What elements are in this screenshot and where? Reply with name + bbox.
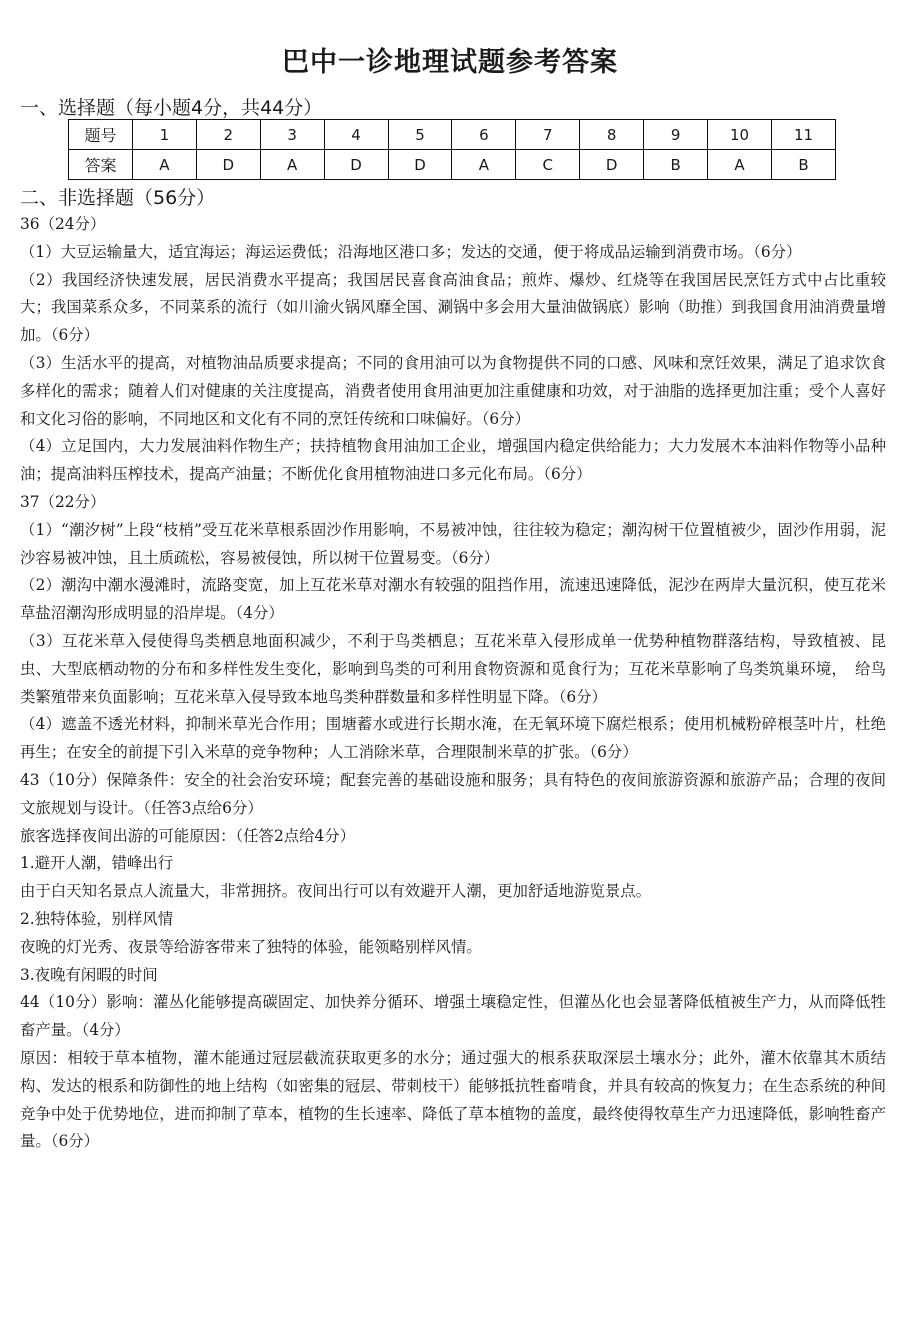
question-number-cell: 1 (132, 120, 196, 150)
answer-cell: D (196, 150, 260, 180)
question-number-cell: 9 (644, 120, 708, 150)
question-number-cell: 3 (260, 120, 324, 150)
answer-paragraph: （3）生活水平的提高，对植物油品质要求提高；不同的食用油可以为食物提供不同的口感、风味和烹饪效果，满足了追求饮食多样化的需求；随着人们对健康的关注度提高，消费者使用食用油更加注重健康和功效，对于油脂的选择更加注重；受个人喜好和文化习俗的影响，不同地区和文化有不同的烹饪传统和口味偏好。（6分） (20, 353, 886, 428)
answer-key-table (68, 119, 836, 180)
answer-cell: D (580, 150, 644, 180)
answer-body (20, 211, 886, 1156)
question-number-cell: 7 (516, 120, 580, 150)
question-number-cell: 5 (388, 120, 452, 150)
answer-cell: A (260, 150, 324, 180)
answer-paragraph: （2）我国经济快速发展，居民消费水平提高；我国居民喜食高油食品；煎炸、爆炒、红烧等在我国居民烹饪方式中占比重较大；我国菜系众多，不同菜系的流行（如川渝火锅风靡全国、涮锅中多会用大量油做锅底）影响（助推）到我国食用油消费量增加。（6分） (20, 270, 886, 345)
row-label-answer: 答案 (69, 150, 133, 180)
answer-cell: A (452, 150, 516, 180)
answer-paragraph: （4）立足国内，大力发展油料作物生产；扶持植物食用油加工企业，增强国内稳定供给能力；大力发展木本油料作物等小品种油；提高油料压榨技术，提高产油量；不断优化食用植物油进口多元化布局。（6分） (20, 437, 886, 484)
answer-paragraph: （1）大豆运输量大，适宜海运；海运运费低；沿海地区港口多；发达的交通，便于将成品运输到消费市场。（6分） (20, 242, 802, 261)
question-number-cell: 4 (324, 120, 388, 150)
question-number-cell: 6 (452, 120, 516, 150)
answer-cell: D (388, 150, 452, 180)
answer-cell: A (132, 150, 196, 180)
answer-cell: A (708, 150, 772, 180)
answer-paragraph: 1.避开人潮，错峰出行 (20, 854, 174, 873)
answer-cell: C (516, 150, 580, 180)
answer-paragraph: 3.夜晚有闲暇的时间 (20, 965, 158, 984)
question-36-header: 36（24分） (20, 215, 106, 233)
question-number-cell: 11 (771, 120, 835, 150)
answer-paragraph: 夜晚的灯光秀、夜景等给游客带来了独特的体验，能领略别样风情。 (20, 937, 482, 956)
answer-paragraph: 由于白天知名景点人流量大，非常拥挤。夜间出行可以有效避开人潮，更加舒适地游览景点。 (20, 882, 652, 901)
question-43-answer: 43（10分）保障条件：安全的社会治安环境；配套完善的基础设施和服务；具有特色的夜间旅游资源和旅游产品；合理的夜间文旅规划与设计。（任答3点给6分） (20, 770, 886, 817)
section-2-heading: 二、非选择题（56分） (20, 187, 216, 209)
answer-cell: B (771, 150, 835, 180)
answer-paragraph: （2）潮沟中潮水漫滩时，流路变宽，加上互花米草对潮水有较强的阻挡作用，流速迅速降低，泥沙在两岸大量沉积，使互花米草盐沼潮沟形成明显的沿岸堤。（4分） (20, 576, 886, 623)
question-number-cell: 8 (580, 120, 644, 150)
answer-cell: D (324, 150, 388, 180)
section-1-heading: 一、选择题（每小题4分，共44分） (20, 97, 323, 119)
answer-paragraph: （1）“潮汐树”上段“枝梢”受互花米草根系固沙作用影响，不易被冲蚀，往往较为稳定；潮沟树干位置植被少，固沙作用弱，泥沙容易被冲蚀，且土质疏松，容易被侵蚀，所以树干位置易变。（6分） (20, 520, 886, 567)
question-number-row (69, 120, 836, 150)
question-37-header: 37（22分） (20, 492, 106, 511)
answer-paragraph: 旅客选择夜间出游的可能原因：（任答2点给4分） (20, 826, 356, 845)
question-number-cell: 2 (196, 120, 260, 150)
question-44-answer: 44（10分）影响：灌丛化能够提高碳固定、加快养分循环、增强土壤稳定性，但灌丛化也会显著降低植被生产力，从而降低牲畜产量。（4分） (20, 993, 886, 1040)
row-label-question-number: 题号 (69, 120, 133, 150)
page-title: 巴中一诊地理试题参考答案 (282, 47, 618, 78)
answer-row (69, 150, 836, 180)
answer-cell: B (644, 150, 708, 180)
answer-paragraph: 原因：相较于草本植物，灌木能通过冠层截流获取更多的水分；通过强大的根系获取深层土壤水分；此外，灌木依靠其木质结构、发达的根系和防御性的地上结构（如密集的冠层、带刺枝干）能够抵抗牲畜啃食，并具有较高的恢复力；在生态系统的种间竞争中处于优势地位，进而抑制了草本，植物的生长速率、降低了草本植物的盖度，最终使得牧草生产力迅速降低，影响牲畜产量。（6分） (20, 1048, 886, 1151)
answer-paragraph: 2.独特体验，别样风情 (20, 909, 174, 928)
answer-paragraph: （4）遮盖不透光材料，抑制米草光合作用；围塘蓄水或进行长期水淹，在无氧环境下腐烂根系；使用机械粉碎根茎叶片，杜绝再生；在安全的前提下引入米草的竞争物种；人工消除米草，合理限制米草的扩张。（6分） (20, 715, 886, 762)
question-number-cell: 10 (708, 120, 772, 150)
answer-paragraph: （3）互花米草入侵使得鸟类栖息地面积减少，不利于鸟类栖息；互花米草入侵形成单一优势种植物群落结构，导致植被、昆虫、大型底栖动物的分布和多样性发生变化，影响到鸟类的可利用食物资源和觅食行为；互花米草影响了鸟类筑巢环境， 给鸟类繁殖带来负面影响；互花米草入侵导致本地鸟类种群数量和多样性明显下降。（6分） (20, 631, 886, 706)
